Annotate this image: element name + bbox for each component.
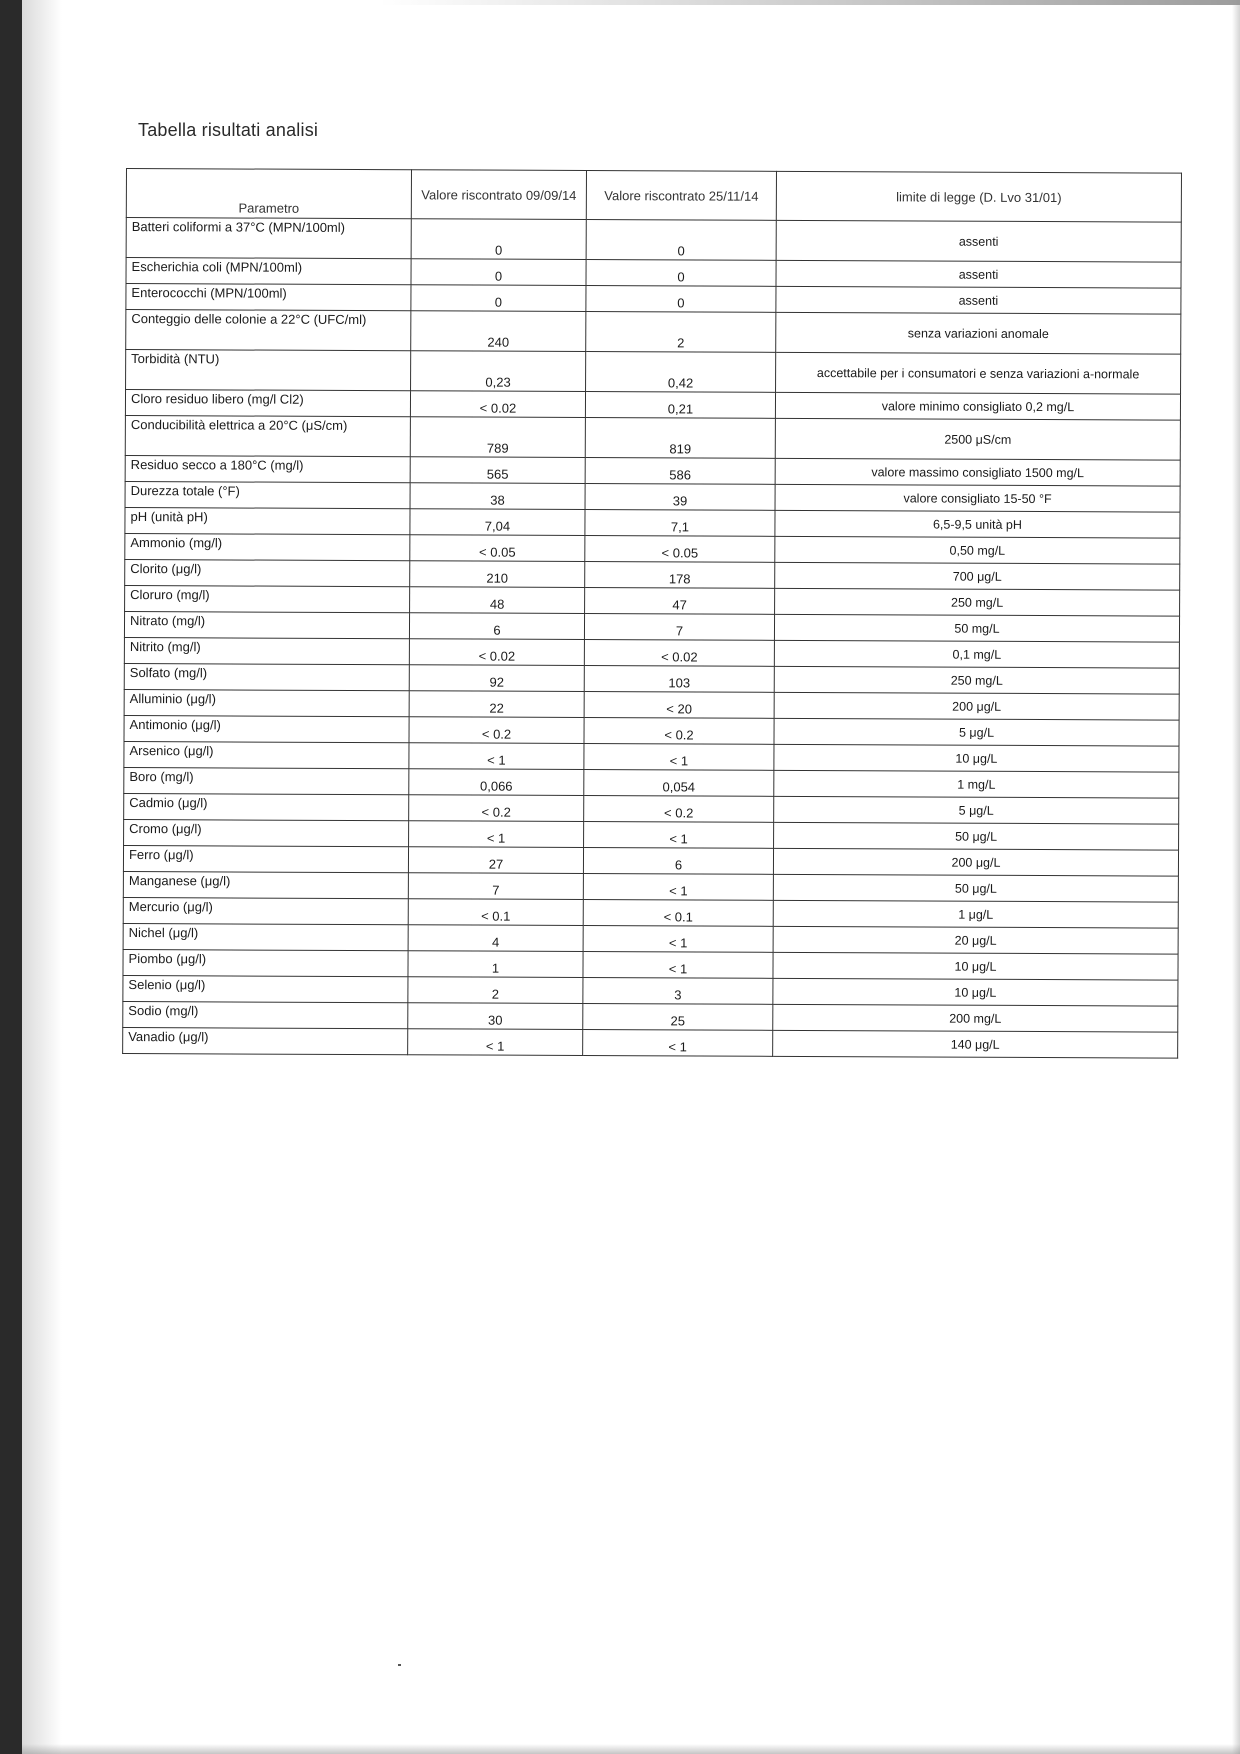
- value-2-cell: 6: [583, 848, 773, 875]
- value-1-cell: 7,04: [410, 509, 585, 536]
- limit-cell: 200 μg/L: [774, 692, 1179, 720]
- value-1-cell: < 1: [409, 821, 584, 848]
- document-title: Tabella risultati analisi: [138, 120, 319, 140]
- value-1-cell: 48: [410, 587, 585, 614]
- value-2-cell: 0,21: [585, 392, 775, 419]
- results-table: [122, 168, 1182, 1059]
- parameter-cell: Arsenico (μg/l): [124, 741, 409, 768]
- value-1-cell: 0: [411, 285, 586, 312]
- scan-edge-bottom: [22, 1744, 1240, 1754]
- limit-cell: assenti: [776, 220, 1181, 262]
- value-2-cell: 819: [585, 418, 775, 459]
- value-2-cell: < 20: [584, 692, 774, 719]
- value-2-cell: 25: [583, 1004, 773, 1031]
- parameter-cell: Conducibilità elettrica a 20°C (μS/cm): [125, 415, 410, 456]
- parameter-cell: pH (unità pH): [125, 507, 410, 534]
- value-2-cell: < 1: [583, 952, 773, 979]
- limit-cell: 50 μg/L: [774, 822, 1179, 850]
- value-2-cell: < 1: [583, 874, 773, 901]
- value-1-cell: 27: [408, 847, 583, 874]
- parameter-cell: Cadmio (μg/l): [124, 793, 409, 820]
- table-row: [126, 218, 1181, 263]
- value-1-cell: 6: [409, 613, 584, 640]
- parameter-cell: Ammonio (mg/l): [125, 533, 410, 560]
- value-1-cell: 1: [408, 951, 583, 978]
- value-2-cell: 2: [586, 312, 776, 353]
- value-1-cell: 92: [409, 665, 584, 692]
- parameter-cell: Batteri coliformi a 37°C (MPN/100ml): [126, 218, 411, 259]
- value-1-cell: 38: [410, 483, 585, 510]
- limit-cell: valore consigliato 15-50 °F: [775, 484, 1180, 512]
- limit-cell: 0,1 mg/L: [774, 640, 1179, 668]
- parameter-cell: Escherichia coli (MPN/100ml): [126, 258, 411, 285]
- parameter-cell: Enterococchi (MPN/100ml): [126, 284, 411, 311]
- parameter-cell: Boro (mg/l): [124, 767, 409, 794]
- value-2-cell: < 1: [584, 822, 774, 849]
- value-1-cell: < 0.05: [410, 535, 585, 562]
- parameter-cell: Clorito (μg/l): [125, 559, 410, 586]
- value-1-cell: < 0.2: [409, 717, 584, 744]
- limit-cell: 5 μg/L: [774, 718, 1179, 746]
- limit-cell: 2500 μS/cm: [775, 418, 1180, 460]
- scan-edge-right: [1232, 0, 1240, 1754]
- value-2-cell: < 0.1: [583, 900, 773, 927]
- limit-cell: 10 μg/L: [773, 952, 1178, 980]
- parameter-cell: Conteggio delle colonie a 22°C (UFC/ml): [126, 310, 411, 351]
- limit-cell: 50 mg/L: [774, 614, 1179, 642]
- value-1-cell: < 0.2: [409, 795, 584, 822]
- value-2-cell: < 0.2: [584, 718, 774, 745]
- parameter-cell: Nichel (μg/l): [123, 923, 408, 950]
- value-2-cell: < 0.2: [584, 796, 774, 823]
- parameter-cell: Nitrato (mg/l): [124, 611, 409, 638]
- table-row: [126, 350, 1181, 395]
- parameter-cell: Durezza totale (°F): [125, 481, 410, 508]
- value-1-cell: 210: [410, 561, 585, 588]
- value-2-cell: 0,054: [584, 770, 774, 797]
- limit-cell: senza variazioni anomale: [776, 312, 1181, 354]
- value-2-cell: 7: [584, 614, 774, 641]
- value-2-cell: 0: [586, 260, 776, 287]
- scan-noise-left: [22, 0, 62, 1754]
- value-2-cell: 39: [585, 484, 775, 511]
- value-1-cell: 4: [408, 925, 583, 952]
- value-1-cell: 0,066: [409, 769, 584, 796]
- parameter-cell: Antimonio (μg/l): [124, 715, 409, 742]
- header-value-2: Valore riscontrato 25/11/14: [586, 171, 776, 221]
- parameter-cell: Alluminio (μg/l): [124, 689, 409, 716]
- parameter-cell: Cloruro (mg/l): [125, 585, 410, 612]
- parameter-cell: Manganese (μg/l): [123, 871, 408, 898]
- scan-edge-top: [380, 0, 1240, 5]
- limit-cell: assenti: [776, 260, 1181, 288]
- value-2-cell: 103: [584, 666, 774, 693]
- parameter-cell: Selenio (μg/l): [123, 975, 408, 1002]
- table-row: [126, 310, 1181, 355]
- limit-cell: valore massimo consigliato 1500 mg/L: [775, 458, 1180, 486]
- value-1-cell: 0: [411, 219, 586, 260]
- value-2-cell: < 0.02: [584, 640, 774, 667]
- limit-cell: valore minimo consigliato 0,2 mg/L: [775, 392, 1180, 420]
- limit-cell: 140 μg/L: [773, 1030, 1178, 1058]
- limit-cell: 6,5-9,5 unità pH: [775, 510, 1180, 538]
- limit-cell: 1 mg/L: [774, 770, 1179, 798]
- value-2-cell: 3: [583, 978, 773, 1005]
- value-2-cell: 0: [586, 220, 776, 261]
- header-limit: limite di legge (D. Lvo 31/01): [776, 171, 1181, 222]
- table-row: [125, 415, 1180, 460]
- parameter-cell: Residuo secco a 180°C (mg/l): [125, 455, 410, 482]
- value-1-cell: 789: [410, 417, 585, 458]
- limit-cell: 20 μg/L: [773, 926, 1178, 954]
- value-2-cell: 0: [586, 286, 776, 313]
- value-2-cell: < 0.05: [585, 536, 775, 563]
- limit-cell: 10 μg/L: [774, 744, 1179, 772]
- limit-cell: 200 mg/L: [773, 1004, 1178, 1032]
- limit-cell: accettabile per i consumatori e senza variazioni a-normale: [776, 352, 1181, 394]
- results-body: [123, 218, 1182, 1059]
- limit-cell: 700 μg/L: [775, 562, 1180, 590]
- value-2-cell: 178: [585, 562, 775, 589]
- value-1-cell: 0,23: [411, 351, 586, 392]
- limit-cell: 250 mg/L: [775, 588, 1180, 616]
- value-1-cell: 2: [408, 977, 583, 1004]
- parameter-cell: Ferro (μg/l): [123, 845, 408, 872]
- value-1-cell: < 0.02: [410, 391, 585, 418]
- value-2-cell: 0,42: [586, 352, 776, 393]
- value-2-cell: < 1: [583, 926, 773, 953]
- value-1-cell: < 1: [408, 1029, 583, 1056]
- header-parameter: Parametro: [126, 169, 411, 219]
- table-row: [123, 1027, 1178, 1058]
- parameter-cell: Vanadio (μg/l): [123, 1027, 408, 1054]
- limit-cell: 200 μg/L: [773, 848, 1178, 876]
- scan-speck: [398, 1664, 401, 1666]
- parameter-cell: Cloro residuo libero (mg/l Cl2): [125, 390, 410, 417]
- value-2-cell: 7,1: [585, 510, 775, 537]
- value-2-cell: 586: [585, 458, 775, 485]
- value-1-cell: 0: [411, 259, 586, 286]
- scan-edge-left: [0, 0, 22, 1754]
- parameter-cell: Piombo (μg/l): [123, 949, 408, 976]
- limit-cell: 0,50 mg/L: [775, 536, 1180, 564]
- value-1-cell: 7: [408, 873, 583, 900]
- parameter-cell: Sodio (mg/l): [123, 1001, 408, 1028]
- table-header-row: [126, 169, 1181, 223]
- limit-cell: 250 mg/L: [774, 666, 1179, 694]
- limit-cell: assenti: [776, 286, 1181, 314]
- parameter-cell: Mercurio (μg/l): [123, 897, 408, 924]
- parameter-cell: Cromo (μg/l): [124, 819, 409, 846]
- parameter-cell: Nitrito (mg/l): [124, 637, 409, 664]
- limit-cell: 10 μg/L: [773, 978, 1178, 1006]
- parameter-cell: Torbidità (NTU): [126, 350, 411, 391]
- value-1-cell: 240: [411, 311, 586, 352]
- value-2-cell: 47: [585, 588, 775, 615]
- limit-cell: 50 μg/L: [773, 874, 1178, 902]
- value-1-cell: 22: [409, 691, 584, 718]
- value-1-cell: < 0.1: [408, 899, 583, 926]
- value-1-cell: 30: [408, 1003, 583, 1030]
- limit-cell: 5 μg/L: [774, 796, 1179, 824]
- value-1-cell: < 0.02: [409, 639, 584, 666]
- value-2-cell: < 1: [584, 744, 774, 771]
- value-2-cell: < 1: [583, 1030, 773, 1057]
- value-1-cell: < 1: [409, 743, 584, 770]
- limit-cell: 1 μg/L: [773, 900, 1178, 928]
- header-value-1: Valore riscontrato 09/09/14: [411, 170, 586, 220]
- value-1-cell: 565: [410, 457, 585, 484]
- parameter-cell: Solfato (mg/l): [124, 663, 409, 690]
